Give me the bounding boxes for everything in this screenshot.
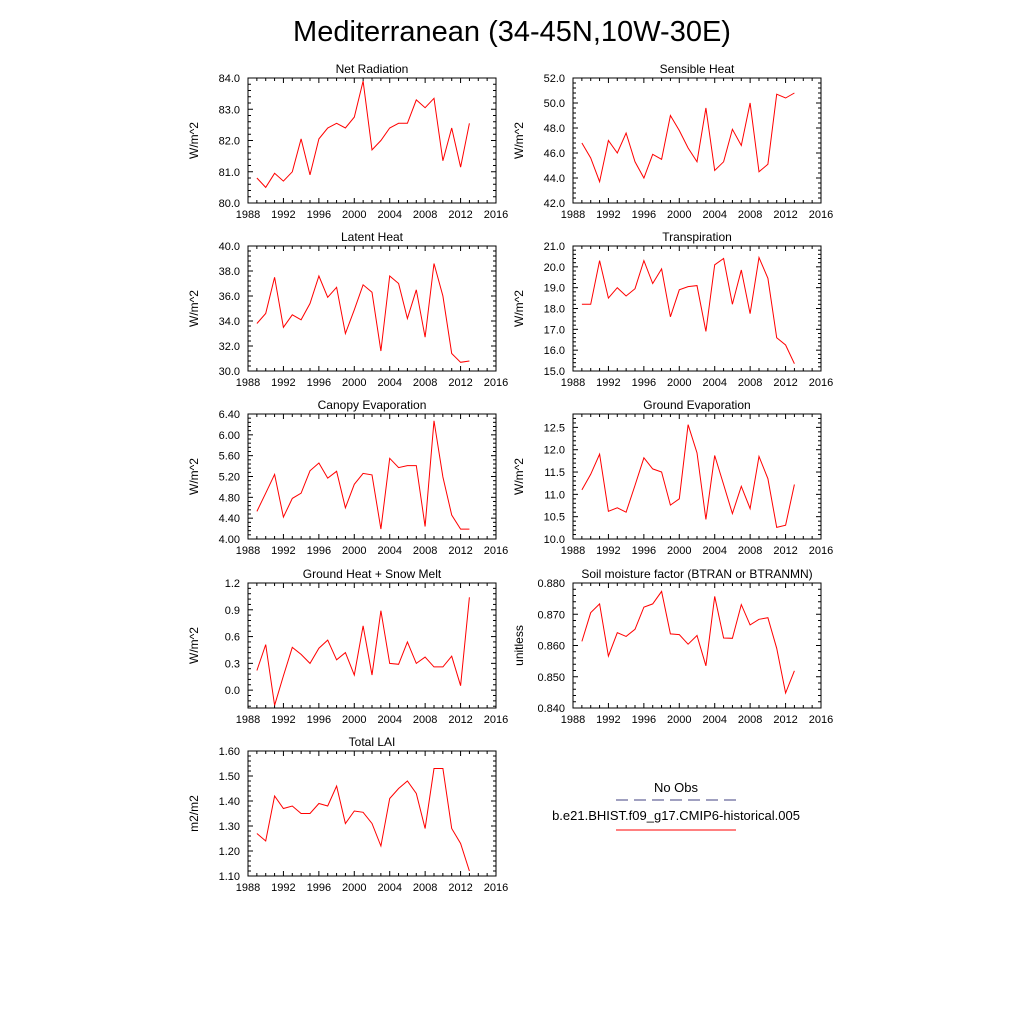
panel-title: Canopy Evaporation bbox=[317, 398, 427, 412]
y-tick-label: 1.50 bbox=[218, 771, 240, 783]
x-tick-label: 2004 bbox=[377, 882, 402, 894]
y-tick-label: 4.80 bbox=[218, 492, 240, 505]
x-tick-label: 2008 bbox=[412, 545, 438, 557]
panel-6 bbox=[512, 398, 833, 557]
x-tick-label: 2000 bbox=[342, 377, 367, 389]
x-tick-label: 2016 bbox=[483, 714, 509, 726]
y-tick-label: 82.0 bbox=[218, 135, 240, 148]
x-tick-label: 2016 bbox=[808, 377, 834, 389]
y-tick-label: 44.0 bbox=[543, 173, 565, 185]
y-tick-label: 32.0 bbox=[218, 341, 240, 353]
x-tick-label: 1996 bbox=[306, 545, 332, 557]
y-tick-label: 4.40 bbox=[218, 513, 240, 526]
y-tick-label: 12.5 bbox=[543, 422, 565, 435]
x-tick-label: 1988 bbox=[235, 545, 261, 557]
x-tick-label: 1996 bbox=[631, 209, 657, 221]
plot-frame bbox=[248, 751, 496, 876]
y-tick-label: 18.0 bbox=[543, 303, 565, 316]
series-line bbox=[582, 93, 795, 182]
x-tick-label: 2012 bbox=[773, 209, 798, 221]
y-axis-label: W/m^2 bbox=[187, 122, 201, 159]
y-tick-label: 0.860 bbox=[537, 640, 565, 653]
series-line bbox=[582, 258, 795, 364]
series-line bbox=[582, 425, 795, 528]
x-tick-label: 2012 bbox=[448, 209, 473, 221]
x-tick-label: 1996 bbox=[631, 714, 657, 726]
x-tick-label: 2004 bbox=[702, 209, 727, 221]
y-tick-label: 10.0 bbox=[543, 534, 565, 546]
y-tick-label: 38.0 bbox=[218, 266, 240, 278]
x-tick-label: 1992 bbox=[271, 882, 296, 894]
y-tick-label: 83.0 bbox=[218, 104, 240, 117]
plot-frame bbox=[573, 414, 821, 539]
series-line bbox=[257, 421, 470, 529]
y-tick-label: 11.0 bbox=[544, 489, 565, 502]
y-tick-label: 5.60 bbox=[218, 450, 240, 463]
y-tick-label: 19.0 bbox=[543, 282, 565, 295]
plot-frame bbox=[573, 246, 821, 371]
plot-frame bbox=[248, 246, 496, 371]
x-tick-label: 1992 bbox=[596, 545, 621, 557]
y-axis-label: W/m^2 bbox=[512, 290, 526, 327]
x-tick-label: 1996 bbox=[306, 209, 332, 221]
panel-1 bbox=[187, 62, 508, 221]
y-tick-label: 1.40 bbox=[218, 796, 240, 808]
y-tick-label: 21.0 bbox=[543, 241, 565, 253]
x-tick-label: 1992 bbox=[596, 209, 621, 221]
x-tick-label: 2004 bbox=[702, 714, 727, 726]
y-tick-label: 1.10 bbox=[218, 871, 240, 883]
x-tick-label: 2016 bbox=[483, 882, 509, 894]
y-tick-label: 10.5 bbox=[543, 511, 565, 524]
x-tick-label: 2012 bbox=[448, 714, 473, 726]
panel-7 bbox=[187, 567, 508, 726]
y-tick-label: 0.850 bbox=[537, 671, 565, 684]
y-tick-label: 0.3 bbox=[224, 658, 240, 671]
x-tick-label: 2000 bbox=[667, 377, 692, 389]
y-axis-label: W/m^2 bbox=[512, 122, 526, 159]
x-tick-label: 2004 bbox=[702, 377, 727, 389]
y-tick-label: 0.840 bbox=[537, 703, 565, 715]
legend-model-label: b.e21.BHIST.f09_g17.CMIP6-historical.005 bbox=[552, 808, 800, 823]
x-tick-label: 2000 bbox=[342, 714, 367, 726]
series-line bbox=[257, 264, 470, 363]
panel-title: Net Radiation bbox=[335, 62, 409, 76]
x-tick-label: 2004 bbox=[702, 545, 727, 557]
y-tick-label: 0.880 bbox=[537, 578, 565, 590]
series-line bbox=[582, 591, 795, 693]
y-tick-label: 81.0 bbox=[218, 166, 240, 179]
x-tick-label: 1988 bbox=[560, 209, 586, 221]
x-tick-label: 2012 bbox=[448, 545, 473, 557]
y-tick-label: 4.00 bbox=[218, 534, 240, 546]
x-tick-label: 1992 bbox=[596, 377, 621, 389]
x-tick-label: 2008 bbox=[412, 209, 438, 221]
y-tick-label: 11.5 bbox=[544, 467, 565, 480]
panel-9 bbox=[187, 735, 508, 894]
x-tick-label: 1988 bbox=[235, 714, 261, 726]
x-tick-label: 1996 bbox=[631, 545, 657, 557]
y-tick-label: 0.6 bbox=[224, 631, 240, 644]
x-tick-label: 1988 bbox=[235, 882, 261, 894]
y-tick-label: 0.870 bbox=[537, 609, 565, 622]
x-tick-label: 1996 bbox=[306, 377, 332, 389]
x-tick-label: 2016 bbox=[483, 377, 509, 389]
x-tick-label: 2004 bbox=[377, 209, 402, 221]
y-tick-label: 1.30 bbox=[218, 821, 240, 833]
plot-frame bbox=[248, 78, 496, 203]
x-tick-label: 1992 bbox=[271, 377, 296, 389]
panel-title: Latent Heat bbox=[340, 230, 404, 244]
x-tick-label: 1996 bbox=[306, 714, 332, 726]
x-tick-label: 2016 bbox=[483, 209, 509, 221]
y-axis-label: W/m^2 bbox=[187, 458, 201, 495]
y-axis-label: unitless bbox=[512, 625, 526, 666]
x-tick-label: 2004 bbox=[377, 545, 402, 557]
y-tick-label: 1.20 bbox=[218, 846, 240, 858]
x-tick-label: 2000 bbox=[342, 545, 367, 557]
panel-title: Ground Heat + Snow Melt bbox=[302, 567, 442, 581]
y-tick-label: 52.0 bbox=[543, 73, 565, 85]
y-tick-label: 1.2 bbox=[224, 578, 240, 590]
x-tick-label: 2008 bbox=[412, 714, 438, 726]
panel-title: Soil moisture factor (BTRAN or BTRANMN) bbox=[581, 567, 813, 581]
y-axis-label: m2/m2 bbox=[187, 795, 201, 832]
x-tick-label: 1988 bbox=[235, 377, 261, 389]
x-tick-label: 2016 bbox=[483, 545, 509, 557]
panels bbox=[187, 62, 833, 894]
figure-title: Mediterranean (34-45N,10W-30E) bbox=[293, 16, 731, 48]
y-tick-label: 6.40 bbox=[218, 409, 240, 421]
panel-8 bbox=[512, 567, 833, 726]
x-tick-label: 1996 bbox=[306, 882, 332, 894]
y-tick-label: 80.0 bbox=[218, 198, 240, 210]
x-tick-label: 2004 bbox=[377, 714, 402, 726]
plot-frame bbox=[248, 583, 496, 708]
x-tick-label: 2012 bbox=[448, 882, 473, 894]
y-axis-label: W/m^2 bbox=[512, 458, 526, 495]
x-tick-label: 1992 bbox=[271, 545, 296, 557]
x-tick-label: 2000 bbox=[667, 209, 692, 221]
x-tick-label: 2000 bbox=[342, 209, 367, 221]
legend bbox=[552, 780, 800, 830]
series-line bbox=[257, 769, 470, 872]
y-tick-label: 36.0 bbox=[218, 291, 240, 303]
y-tick-label: 0.9 bbox=[224, 604, 240, 617]
panel-title: Sensible Heat bbox=[659, 62, 735, 76]
panel-title: Total LAI bbox=[348, 735, 396, 749]
y-tick-label: 12.0 bbox=[543, 444, 565, 457]
y-tick-label: 0.0 bbox=[224, 685, 240, 698]
y-tick-label: 46.0 bbox=[543, 148, 565, 160]
y-tick-label: 15.0 bbox=[543, 366, 565, 378]
x-tick-label: 2016 bbox=[808, 209, 834, 221]
x-tick-label: 1996 bbox=[631, 377, 657, 389]
x-tick-label: 2016 bbox=[808, 545, 834, 557]
panel-4 bbox=[512, 230, 833, 389]
x-tick-label: 1988 bbox=[560, 377, 586, 389]
y-axis-label: W/m^2 bbox=[187, 627, 201, 664]
x-tick-label: 2004 bbox=[377, 377, 402, 389]
panel-title: Ground Evaporation bbox=[643, 398, 751, 412]
x-tick-label: 1992 bbox=[271, 209, 296, 221]
x-tick-label: 2016 bbox=[808, 714, 834, 726]
panel-5 bbox=[187, 398, 508, 557]
x-tick-label: 1988 bbox=[560, 714, 586, 726]
x-tick-label: 1992 bbox=[271, 714, 296, 726]
y-tick-label: 20.0 bbox=[543, 261, 565, 274]
x-tick-label: 2008 bbox=[737, 377, 763, 389]
x-tick-label: 1988 bbox=[560, 545, 586, 557]
x-tick-label: 2000 bbox=[667, 545, 692, 557]
series-line bbox=[257, 81, 470, 187]
x-tick-label: 2008 bbox=[412, 882, 438, 894]
panel-2 bbox=[512, 62, 833, 221]
y-axis-label: W/m^2 bbox=[187, 290, 201, 327]
y-tick-label: 84.0 bbox=[218, 73, 240, 85]
y-tick-label: 48.0 bbox=[543, 123, 565, 135]
x-tick-label: 2012 bbox=[773, 545, 798, 557]
panel-title: Transpiration bbox=[662, 230, 732, 244]
y-tick-label: 50.0 bbox=[543, 98, 565, 110]
x-tick-label: 2000 bbox=[667, 714, 692, 726]
y-tick-label: 42.0 bbox=[543, 198, 565, 210]
x-tick-label: 2012 bbox=[773, 377, 798, 389]
panel-3 bbox=[187, 230, 508, 389]
y-tick-label: 16.0 bbox=[543, 345, 565, 358]
x-tick-label: 2008 bbox=[737, 209, 763, 221]
y-tick-label: 1.60 bbox=[218, 746, 240, 758]
x-tick-label: 2008 bbox=[412, 377, 438, 389]
x-tick-label: 2012 bbox=[448, 377, 473, 389]
y-tick-label: 30.0 bbox=[218, 366, 240, 378]
x-tick-label: 1992 bbox=[596, 714, 621, 726]
x-tick-label: 1988 bbox=[235, 209, 261, 221]
legend-obs-label: No Obs bbox=[653, 780, 699, 795]
x-tick-label: 2012 bbox=[773, 714, 798, 726]
y-tick-label: 17.0 bbox=[543, 324, 565, 337]
plot-frame bbox=[573, 583, 821, 708]
y-tick-label: 34.0 bbox=[218, 316, 240, 328]
y-tick-label: 5.20 bbox=[218, 471, 240, 484]
x-tick-label: 2000 bbox=[342, 882, 367, 894]
series-line bbox=[257, 597, 470, 705]
x-tick-label: 2008 bbox=[737, 545, 763, 557]
y-tick-label: 40.0 bbox=[218, 241, 240, 253]
x-tick-label: 2008 bbox=[737, 714, 763, 726]
y-tick-label: 6.00 bbox=[218, 429, 240, 442]
